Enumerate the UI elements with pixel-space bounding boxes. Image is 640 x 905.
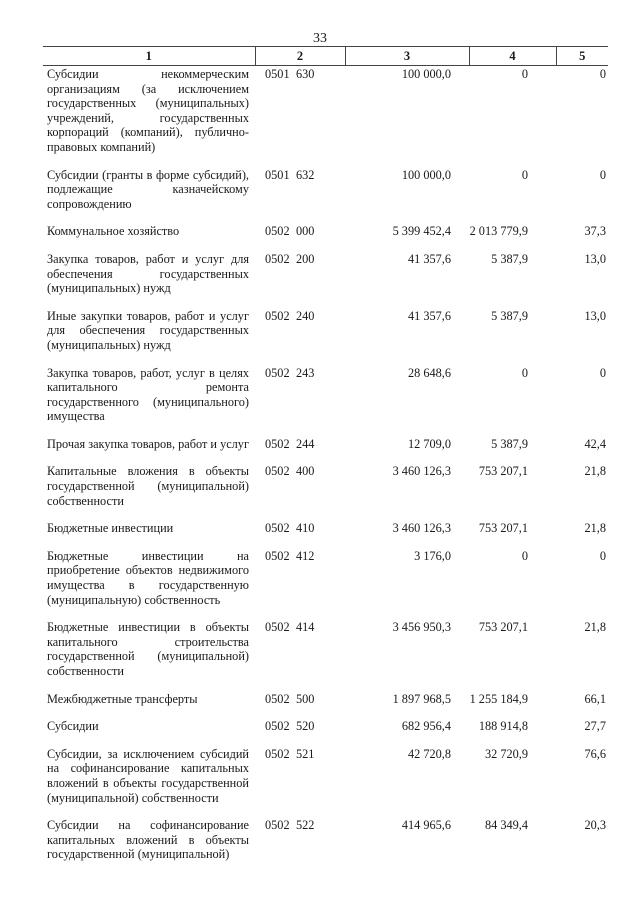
- row-value-4: 0: [521, 67, 528, 81]
- row-name: Коммунальное хозяйство: [47, 224, 180, 239]
- table-header-row: [43, 47, 608, 66]
- row-value-4: 32 720,9: [484, 746, 528, 761]
- row-name: Субсидии некоммерческим организациям (за исключением государственных (муниципальных) учреждений, государственных корпораций (компаний), публично-правовых компаний): [47, 67, 249, 154]
- row-value-4: 0: [521, 365, 528, 380]
- row-value-5: 20,3: [584, 818, 606, 833]
- table-row: [43, 167, 608, 224]
- row-section: 0501: [265, 67, 290, 81]
- row-value-4: 2 013 779,9: [469, 224, 528, 239]
- row-code: 632: [296, 167, 315, 182]
- row-code: 410: [296, 521, 315, 536]
- row-value-5: 21,8: [584, 521, 606, 536]
- row-code: 400: [296, 464, 315, 479]
- table-row: [43, 251, 608, 308]
- row-value-4: 753 207,1: [478, 521, 528, 536]
- row-code: 243: [296, 365, 315, 380]
- header-col-1: 1: [43, 47, 255, 66]
- header-col-5: 5: [556, 47, 608, 66]
- row-value-5: 66,1: [584, 691, 606, 706]
- row-section: 0502: [265, 464, 290, 479]
- row-value-3: 414 965,6: [401, 818, 451, 833]
- row-code: 521: [296, 746, 315, 761]
- row-value-4: 5 387,9: [491, 436, 528, 451]
- row-name: Прочая закупка товаров, работ и услуг: [47, 436, 249, 451]
- row-section: 0502: [265, 436, 290, 451]
- row-value-3: 100 000,0: [401, 167, 451, 182]
- row-value-5: 13,0: [584, 308, 606, 323]
- row-code: 244: [296, 436, 315, 451]
- row-value-5: 42,4: [584, 436, 606, 451]
- row-value-4: 5 387,9: [491, 251, 528, 266]
- table-row: [43, 746, 608, 817]
- row-name: Иные закупки товаров, работ и услуг для обеспечения государственных (муниципальных) нужд: [47, 308, 249, 352]
- row-value-4: 0: [521, 167, 528, 182]
- row-name: Субсидии: [47, 719, 99, 734]
- row-value-4: 1 255 184,9: [469, 691, 528, 706]
- row-name: Бюджетные инвестиции на приобретение объектов недвижимого имущества в государственную (муниципальную) собственность: [47, 548, 249, 607]
- row-value-3: 3 460 126,3: [392, 464, 451, 479]
- row-section: 0502: [265, 365, 290, 380]
- row-value-4: 753 207,1: [478, 464, 528, 479]
- row-section: 0502: [265, 691, 290, 706]
- row-value-5: 76,6: [584, 746, 606, 761]
- row-value-3: 42 720,8: [407, 746, 451, 761]
- row-code: 200: [296, 251, 315, 266]
- row-section: 0502: [265, 251, 290, 266]
- row-code: 414: [296, 620, 315, 635]
- row-name: Бюджетные инвестиции в объекты капитального строительства государственной (муниципальной) собственности: [47, 620, 249, 678]
- row-section: 0502: [265, 818, 290, 833]
- table-row: [43, 223, 608, 251]
- row-value-3: 28 648,6: [407, 365, 451, 380]
- row-value-3: 1 897 968,5: [392, 691, 451, 706]
- row-value-5: 0: [599, 365, 606, 380]
- table-row: [43, 308, 608, 365]
- row-value-4: 84 349,4: [484, 818, 528, 833]
- row-name: Межбюджетные трансферты: [47, 691, 198, 706]
- row-section: 0502: [265, 548, 290, 563]
- row-code: 520: [296, 719, 315, 734]
- table-row: [43, 365, 608, 436]
- row-value-4: 0: [521, 548, 528, 563]
- row-code: 240: [296, 308, 315, 323]
- row-section: 0502: [265, 620, 290, 635]
- row-value-3: 5 399 452,4: [392, 224, 451, 239]
- page-number: 33: [313, 31, 327, 46]
- row-value-3: 41 357,6: [407, 251, 451, 266]
- table-row: [43, 436, 608, 464]
- row-value-4: 753 207,1: [478, 620, 528, 635]
- row-value-3: 3 176,0: [414, 548, 451, 563]
- row-value-5: 13,0: [584, 251, 606, 266]
- table-body: [43, 66, 608, 862]
- row-value-3: 12 709,0: [407, 436, 451, 451]
- header-col-3: 3: [345, 47, 469, 66]
- row-section: 0501: [265, 167, 290, 182]
- row-value-4: 5 387,9: [491, 308, 528, 323]
- row-value-5: 21,8: [584, 620, 606, 635]
- row-code: 500: [296, 691, 315, 706]
- table-row: [43, 718, 608, 746]
- table-row: [43, 619, 608, 690]
- row-name: Бюджетные инвестиции: [47, 521, 174, 536]
- table-row: [43, 66, 608, 167]
- row-code: 000: [296, 224, 315, 239]
- table-row: [43, 520, 608, 548]
- row-code: 630: [296, 67, 315, 81]
- row-value-3: 41 357,6: [407, 308, 451, 323]
- header-col-2: 2: [255, 47, 345, 66]
- row-name: Капитальные вложения в объекты государственной (муниципальной) собственности: [47, 464, 249, 508]
- budget-table: [43, 46, 608, 862]
- row-value-5: 37,3: [584, 224, 606, 239]
- row-value-5: 21,8: [584, 464, 606, 479]
- row-name: Закупка товаров, работ и услуг для обеспечения государственных (муниципальных) нужд: [47, 251, 249, 296]
- row-value-5: 0: [599, 167, 606, 182]
- row-code: 412: [296, 548, 315, 563]
- row-value-5: 0: [599, 67, 606, 81]
- table-row: [43, 463, 608, 520]
- row-section: 0502: [265, 746, 290, 761]
- row-name: Закупка товаров, работ, услуг в целях капитального ремонта государственного (муниципального) имущества: [47, 365, 249, 424]
- row-value-3: 682 956,4: [401, 719, 451, 734]
- row-value-5: 0: [599, 548, 606, 563]
- table-row: [43, 691, 608, 719]
- row-value-3: 3 456 950,3: [392, 620, 451, 635]
- row-name: Субсидии (гранты в форме субсидий), подлежащие казначейскому сопровождению: [47, 167, 249, 211]
- row-value-3: 100 000,0: [401, 67, 451, 81]
- row-section: 0502: [265, 224, 290, 239]
- row-section: 0502: [265, 521, 290, 536]
- row-section: 0502: [265, 308, 290, 323]
- row-value-3: 3 460 126,3: [392, 521, 451, 536]
- row-code: 522: [296, 818, 315, 833]
- table-row: [43, 817, 608, 862]
- row-value-5: 27,7: [584, 719, 606, 734]
- table-row: [43, 548, 608, 619]
- header-col-4: 4: [469, 47, 556, 66]
- row-name: Субсидии, за исключением субсидий на софинансирование капитальных вложений в объекты государственной (муниципальной) собственности: [47, 746, 249, 805]
- row-section: 0502: [265, 719, 290, 734]
- row-value-4: 188 914,8: [478, 719, 528, 734]
- row-name: Субсидии на софинансирование капитальных вложений в объекты государственной (муниципальной): [47, 818, 249, 862]
